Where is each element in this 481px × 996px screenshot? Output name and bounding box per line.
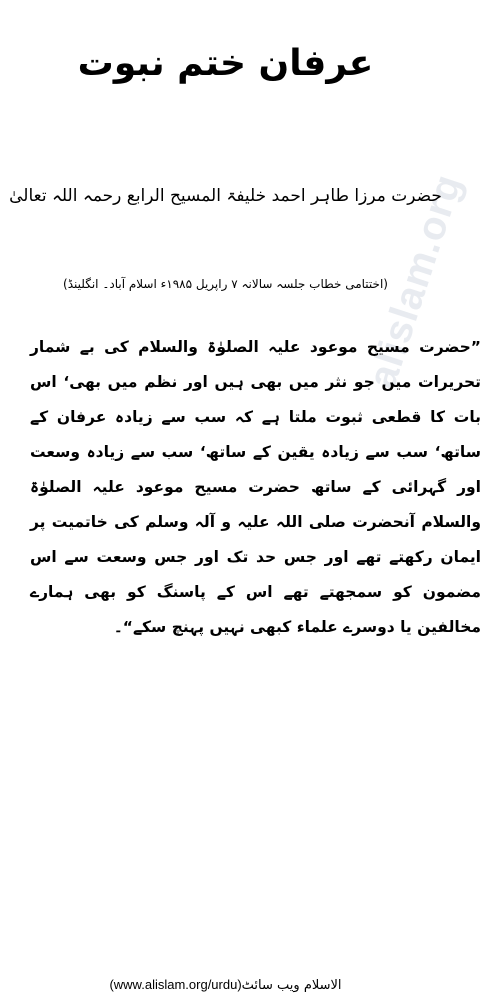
occasion-line: (اختتامی خطاب جلسہ سالانہ ۷ راپریل ۱۹۸۵ء اسلام آباد۔ انگلینڈ) (63, 277, 388, 291)
watermark-logo: alislam.org (360, 168, 471, 394)
footer-url[interactable]: (www.alislam.org/urdu) (109, 977, 242, 992)
footer (0, 975, 451, 996)
footer-site-label: الاسلام ویب سائٹ (241, 978, 342, 993)
quote-paragraph: ”حضرت مسیح موعود علیہ الصلوٰۃ والسلام کی بے شمار تحریرات میں جو نثر میں بھی ہیں اور نظم میں بھی‘ اس بات کا قطعی ثبوت ملتا ہے کہ سب سے زیادہ عرفان کے ساتھ‘ سب سے زیادہ یقین کے ساتھ‘ سب سے زیادہ وسعت اور گہرائی کے ساتھ حضرت مسیح موعود علیہ الصلوٰۃ والسلام آنحضرت صلی اللہ علیہ و آلہ وسلم کی خاتمیت پر ایمان رکھتے تھے اور جس حد تک اور جس وسعت سے اس مضمون کو سمجھتے تھے اس کے پاسنگ کو بھی ہمارے مخالفین یا دوسرے علماء کبھی نہیں پہنچ سکے“۔ (30, 338, 481, 636)
document-title: عرفان ختم نبوت (77, 43, 374, 84)
author-line: حضرت مرزا طاہر احمد خلیفۃ المسیح الرابع رحمہ اللہ تعالیٰ (9, 186, 442, 206)
